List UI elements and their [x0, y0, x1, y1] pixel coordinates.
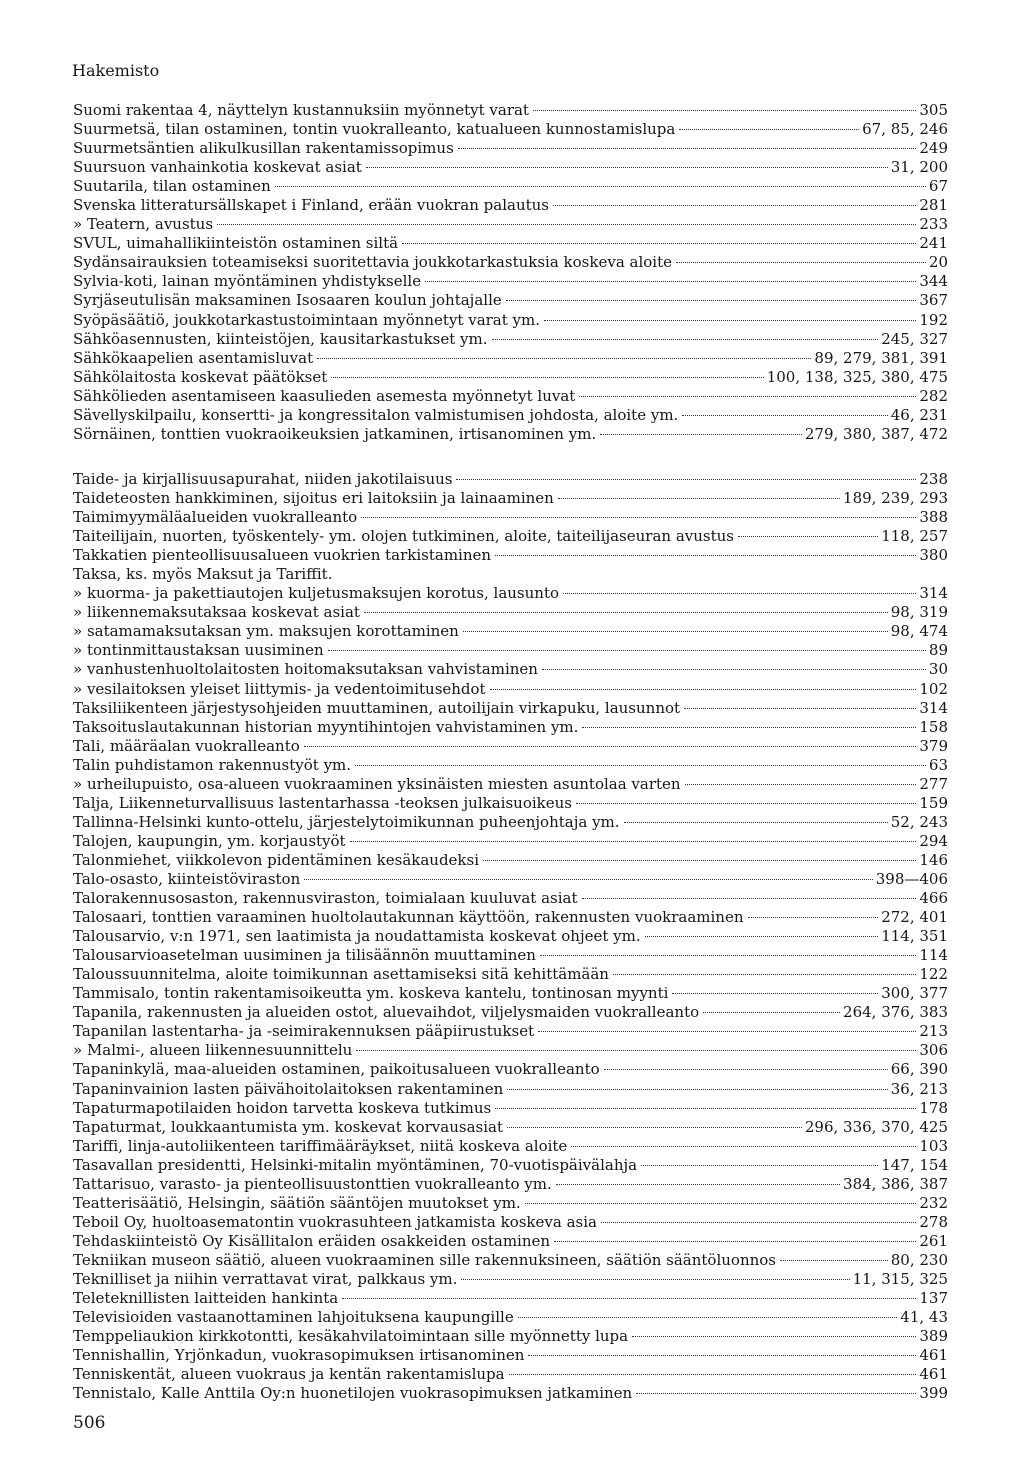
index-entry [73, 660, 948, 679]
dot-leader [748, 917, 879, 918]
index-entry-text: Tattarisuo, varasto- ja pienteollisuustonttien vuokralleanto ym. [73, 1174, 552, 1193]
index-entry-pages: 89 [928, 641, 948, 660]
dot-leader [217, 224, 916, 225]
index-entry-text: Tekniikan museon säätiö, alueen vuokraaminen sille rakennuksineen, säätiön sääntöluonnos [73, 1250, 777, 1269]
index-entry-pages: 272, 401 [881, 908, 948, 927]
index-entry [73, 1232, 948, 1251]
index-entry [73, 851, 948, 870]
index-entry [73, 984, 948, 1003]
index-entry-pages: 67, 85, 246 [862, 120, 948, 139]
index-entry [73, 1041, 948, 1060]
index-entry [73, 565, 948, 584]
index-entry-pages: 36, 213 [890, 1079, 948, 1098]
dot-leader [540, 955, 916, 956]
index-entry-pages: 278 [919, 1212, 948, 1231]
index-entry-text: Talousarvio, v:n 1971, sen laatimista ja noudattamista koskevat ohjeet ym. [73, 927, 641, 946]
index-entry-text: Talojen, kaupungin, ym. korjaustyöt [73, 831, 346, 850]
index-entry-text: Sähköasennusten, kiinteistöjen, kausitarkastukset ym. [73, 329, 488, 348]
index-entry [73, 387, 948, 406]
index-entry-text: Tennishallin, Yrjönkadun, vuokrasopimuksen irtisanominen [73, 1346, 525, 1365]
dot-leader [518, 1317, 898, 1318]
dot-leader [458, 148, 917, 149]
index-entry [73, 908, 948, 927]
dot-leader [342, 1298, 916, 1299]
index-entry [73, 1194, 948, 1213]
index-entry-pages: 146 [919, 850, 948, 869]
index-entry-text: Taloussuunnitelma, aloite toimikunnan asettamiseksi sitä kehittämään [73, 965, 609, 984]
index-entry-pages: 389 [919, 1327, 948, 1346]
index-entry [73, 1175, 948, 1194]
index-entry [73, 603, 948, 622]
index-entry-text: Sörnäinen, tonttien vuokraoikeuksien jatkaminen, irtisanominen ym. [73, 424, 597, 443]
index-entry-pages: 102 [919, 679, 948, 698]
index-entry-text: Teboil Oy, huoltoasematontin vuokrasuhteen jatkamista koskeva asia [73, 1212, 597, 1231]
index-entry [73, 330, 948, 349]
index-entry-text: Tehdaskiinteistö Oy Kisällitalon eräiden osakkeiden ostaminen [73, 1231, 551, 1250]
index-entry-text: Tapaturmapotilaiden hoidon tarvetta koskeva tutkimus [73, 1098, 492, 1117]
dot-leader [624, 822, 888, 823]
index-entry-pages: 461 [919, 1346, 948, 1365]
index-entry [73, 927, 948, 946]
index-entry-text: » satamamaksutaksan ym. maksujen korottaminen [73, 622, 459, 641]
index-entry-pages: 41, 43 [900, 1308, 948, 1327]
index-entry-pages: 11, 315, 325 [852, 1269, 948, 1288]
dot-leader [528, 1355, 916, 1356]
index-entry-pages: 296, 336, 370, 425 [804, 1117, 948, 1136]
dot-leader [355, 765, 926, 766]
index-entry [73, 1346, 948, 1365]
index-entry [73, 508, 948, 527]
index-entry [73, 832, 948, 851]
index-entry-pages: 189, 239, 293 [843, 489, 948, 508]
index-entry-text: Teatterisäätiö, Helsingin, säätiön sääntöjen muutokset ym. [73, 1193, 521, 1212]
index-entry-text: Tennistalo, Kalle Anttila Oy:n huonetilojen vuokrasopimuksen jatkaminen [73, 1384, 633, 1403]
dot-leader [317, 358, 811, 359]
index-entry [73, 470, 948, 489]
index-entry-text: Suutarila, tilan ostaminen [73, 177, 271, 196]
index-entry [73, 291, 948, 310]
dot-leader [538, 1031, 916, 1032]
index-entry-text: » urheilupuisto, osa-alueen vuokraaminen yksinäisten miesten asuntolaa varten [73, 774, 681, 793]
index-entry-pages: 367 [919, 291, 948, 310]
index-entry-pages: 314 [919, 698, 948, 717]
index-entry-pages: 103 [919, 1136, 948, 1155]
index-entry-text: Tapaninvainion lasten päivähoitolaitoksen rakentaminen [73, 1079, 504, 1098]
index-entry-text: Svenska litteratursällskapet i Finland, erään vuokran palautus [73, 196, 549, 215]
index-entry [73, 737, 948, 756]
index-entry [73, 311, 948, 330]
dot-leader [582, 898, 917, 899]
index-entry-pages: 388 [919, 508, 948, 527]
index-entry-text: Televisioiden vastaanottaminen lahjoituksena kaupungille [73, 1308, 514, 1327]
index-entry-pages: 63 [928, 755, 948, 774]
index-entry-text: Tariffi, linja-autoliikenteen tariffimääräykset, niitä koskeva aloite [73, 1136, 568, 1155]
index-entry [73, 1156, 948, 1175]
index-entry-pages: 192 [919, 310, 948, 329]
index-entry-pages: 241 [919, 234, 948, 253]
dot-leader [350, 841, 917, 842]
index-entry [73, 158, 948, 177]
index-entry-text: Talin puhdistamon rakennustyöt ym. [73, 755, 352, 774]
index-entry-pages: 46, 231 [890, 405, 948, 424]
index-entry [73, 1022, 948, 1041]
index-entry [73, 813, 948, 832]
dot-leader [579, 396, 916, 397]
index-entry [73, 272, 948, 291]
index-entry-pages: 122 [919, 965, 948, 984]
dot-leader [506, 300, 917, 301]
dot-leader [636, 1393, 916, 1394]
index-entry-pages: 30 [928, 660, 948, 679]
index-entry-pages: 398—406 [875, 869, 948, 888]
index-entry-pages: 249 [919, 139, 948, 158]
index-entry-text: Taksa, ks. myös Maksut ja Tariffit. [73, 565, 333, 584]
index-entry-pages: 98, 474 [890, 622, 948, 641]
index-entry-pages: 238 [919, 470, 948, 488]
index-entry [73, 527, 948, 546]
index-entry [73, 349, 948, 368]
index-entry [73, 622, 948, 641]
dot-leader [558, 498, 840, 499]
index-entry [73, 1060, 948, 1079]
dot-leader [601, 1222, 916, 1223]
index-entry-pages: 399 [919, 1384, 948, 1403]
index-entry-text: Suurmetsäntien alikulkusillan rakentamissopimus [73, 139, 454, 158]
dot-leader [509, 1374, 917, 1375]
index-entry-pages: 233 [919, 215, 948, 234]
index-entry-pages: 52, 243 [890, 812, 948, 831]
index-entry [73, 196, 948, 215]
index-entry-pages: 294 [919, 831, 948, 850]
index-entry-text: Talorakennusosaston, rakennusviraston, toimialaan kuuluvat asiat [73, 889, 578, 908]
dot-leader [456, 479, 916, 480]
index-entry [73, 699, 948, 718]
dot-leader [571, 1146, 916, 1147]
index-entry [73, 1003, 948, 1022]
index-entry-text: Sähkölieden asentamiseen kaasulieden asemesta myönnetyt luvat [73, 386, 576, 405]
dot-leader [507, 1089, 887, 1090]
index-entry-pages: 137 [919, 1289, 948, 1308]
index-entry-pages: 213 [919, 1022, 948, 1041]
index-entry-text: Sydänsairauksien toteamiseksi suoritettavia joukkotarkastuksia koskeva aloite [73, 253, 673, 272]
index-entry-text: » kuorma- ja pakettiautojen kuljetusmaksujen korotus, lausunto [73, 584, 559, 603]
index-entry-pages: 344 [919, 272, 948, 291]
index-section-t [73, 470, 948, 1403]
index-entry-text: Talja, Liikenneturvallisuus lastentarhassa -teoksen julkaisuoikeus [73, 793, 572, 812]
dot-leader [364, 612, 888, 613]
index-entry-text: » Malmi-, alueen liikennesuunnittelu [73, 1041, 353, 1060]
index-entry [73, 489, 948, 508]
index-entry-text: Temppeliaukion kirkkotontti, kesäkahvilatoimintaan sille myönnetty lupa [73, 1327, 629, 1346]
index-entry-text: Tapanilan lastentarha- ja -seimirakennuksen pääpiirustukset [73, 1022, 535, 1041]
index-entry [73, 1251, 948, 1270]
index-entry-pages: 314 [919, 584, 948, 603]
index-entry-text: Tenniskentät, alueen vuokraus ja kentän rakentamislupa [73, 1365, 505, 1384]
index-entry-text: Talosaari, tonttien varaaminen huoltolautakunnan käyttöön, rakennusten vuokraaminen [73, 908, 744, 927]
dot-leader [361, 517, 916, 518]
index-entry [73, 215, 948, 234]
index-entry [73, 177, 948, 196]
index-entry [73, 718, 948, 737]
dot-leader [495, 555, 916, 556]
dot-leader [492, 339, 879, 340]
index-entry [73, 870, 948, 889]
index-entry-pages: 277 [919, 774, 948, 793]
index-entry-pages: 261 [919, 1231, 948, 1250]
index-entry [73, 641, 948, 660]
index-entry [73, 120, 948, 139]
index-entry [73, 1213, 948, 1232]
dot-leader [563, 593, 916, 594]
dot-leader [525, 1203, 917, 1204]
dot-leader [780, 1260, 888, 1261]
index-entry-pages: 384, 386, 387 [843, 1174, 948, 1193]
index-entry [73, 101, 948, 120]
index-entry-text: Takkatien pienteollisuusalueen vuokrien tarkistaminen [73, 546, 492, 565]
index-entry-text: Syöpäsäätiö, joukkotarkastustoimintaan myönnetyt varat ym. [73, 310, 541, 329]
index-entry [73, 584, 948, 603]
dot-leader [366, 167, 888, 168]
index-entry-pages: 89, 279, 381, 391 [814, 348, 948, 367]
index-entry-text: Taksoituslautakunnan historian myyntihintojen vahvistaminen ym. [73, 717, 579, 736]
dot-leader [604, 1069, 888, 1070]
index-entry-pages: 159 [919, 793, 948, 812]
index-entry-pages: 379 [919, 736, 948, 755]
index-entry-text: Tasavallan presidentti, Helsinki-mitalin myöntäminen, 70-vuotispäivälahja [73, 1155, 638, 1174]
dot-leader [600, 434, 802, 435]
index-entry [73, 1270, 948, 1289]
index-entry-text: Talousarvioasetelman uusiminen ja tilisäännön muuttaminen [73, 946, 536, 965]
index-entry-text: Taiteilijain, nuorten, työskentely- ym. olojen tutkiminen, aloite, taiteilijaseuran avustus [73, 527, 734, 546]
dot-leader [461, 1279, 849, 1280]
dot-leader [738, 536, 878, 537]
index-entry-pages: 147, 154 [881, 1155, 948, 1174]
index-entry [73, 1327, 948, 1346]
index-entry-pages: 264, 376, 383 [843, 1003, 948, 1022]
index-entry [73, 1099, 948, 1118]
index-entry-pages: 98, 319 [890, 603, 948, 622]
dot-leader [331, 377, 763, 378]
index-entry-pages: 114 [919, 946, 948, 965]
dot-leader [556, 1184, 840, 1185]
index-entry-text: » tontinmittaustaksan uusiminen [73, 641, 324, 660]
dot-leader [553, 205, 916, 206]
index-entry-text: Tali, määräalan vuokralleanto [73, 736, 300, 755]
dot-leader [483, 860, 916, 861]
index-section-s [73, 101, 948, 444]
index-entry [73, 946, 948, 965]
index-entry [73, 1365, 948, 1384]
index-entry [73, 965, 948, 984]
index-entry [73, 368, 948, 387]
page-header: Hakemisto [72, 61, 160, 80]
index-entry-pages: 305 [919, 101, 948, 119]
index-entry-pages: 466 [919, 889, 948, 908]
index-entry-text: Talo-osasto, kiinteistöviraston [73, 869, 301, 888]
index-entry [73, 1289, 948, 1308]
index-entry-pages: 300, 377 [881, 984, 948, 1003]
dot-leader [582, 727, 916, 728]
dot-leader [402, 243, 916, 244]
index-entry-text: Sävellyskilpailu, konsertti- ja kongressitalon valmistumisen johdosta, aloite ym. [73, 405, 679, 424]
index-entry-text: » liikennemaksutaksaa koskevat asiat [73, 603, 360, 622]
dot-leader [684, 708, 916, 709]
dot-leader [544, 320, 916, 321]
index-entry [73, 1118, 948, 1137]
dot-leader [679, 129, 859, 130]
index-entry-text: Suomi rakentaa 4, näyttelyn kustannuksiin myönnetyt varat [73, 101, 529, 119]
index-entry-pages: 232 [919, 1193, 948, 1212]
dot-leader [507, 1127, 802, 1128]
index-entry [73, 139, 948, 158]
index-entry-text: Suurmetsä, tilan ostaminen, tontin vuokralleanto, katualueen kunnostamislupa [73, 120, 676, 139]
index-entry [73, 546, 948, 565]
dot-leader [554, 1241, 916, 1242]
index-entry-pages: 100, 138, 325, 380, 475 [766, 367, 948, 386]
dot-leader [328, 650, 926, 651]
index-entry-text: Taimimyymäläalueiden vuokralleanto [73, 508, 358, 527]
index-entry-pages: 31, 200 [890, 158, 948, 177]
dot-leader [356, 1050, 916, 1051]
index-entry-text: Tapaninkylä, maa-alueiden ostaminen, paikoitusalueen vuokralleanto [73, 1060, 600, 1079]
index-entry-text: Syrjäseutulisän maksaminen Isosaaren koulun johtajalle [73, 291, 502, 310]
index-entry [73, 406, 948, 425]
page-number: 506 [73, 1413, 106, 1433]
index-entry-pages: 245, 327 [881, 329, 948, 348]
dot-leader [490, 689, 917, 690]
dot-leader [641, 1165, 878, 1166]
index-entry [73, 1137, 948, 1156]
index-entry-pages: 114, 351 [881, 927, 948, 946]
index-entry-text: Tapaturmat, loukkaantumista ym. koskevat korvausasiat [73, 1117, 503, 1136]
index-entry [73, 794, 948, 813]
index-entry-text: Taideteosten hankkiminen, sijoitus eri laitoksiin ja lainaaminen [73, 489, 554, 508]
index-entry-text: Suursuon vanhainkotia koskevat asiat [73, 158, 362, 177]
index-entry-pages: 118, 257 [881, 527, 948, 546]
index-entry-text: Tapanila, rakennusten ja alueiden ostot, aluevaihdot, viljelysmaiden vuokralleanto [73, 1003, 700, 1022]
dot-leader [495, 1108, 916, 1109]
index-entry-pages: 281 [919, 196, 948, 215]
dot-leader [576, 803, 916, 804]
index-entry-pages: 279, 380, 387, 472 [804, 424, 948, 443]
index-entry-pages: 282 [919, 386, 948, 405]
index-entry-pages: 178 [919, 1098, 948, 1117]
index-entry-text: Talonmiehet, viikkolevon pidentäminen kesäkaudeksi [73, 850, 480, 869]
index-entry-text: SVUL, uimahallikiinteistön ostaminen siltä [73, 234, 399, 253]
index-entry-text: Teleteknillisten laitteiden hankinta [73, 1289, 339, 1308]
index-entry [73, 680, 948, 699]
index-entry-pages: 461 [919, 1365, 948, 1384]
dot-leader [645, 936, 879, 937]
index-entry [73, 425, 948, 444]
dot-leader [676, 262, 926, 263]
index-entry-text: » Teatern, avustus [73, 215, 214, 234]
index-entry-pages: 306 [919, 1041, 948, 1060]
index-entry-pages: 67 [928, 177, 948, 196]
index-entry-text: » vanhustenhuoltolaitosten hoitomaksutaksan vahvistaminen [73, 660, 538, 679]
index-entry-pages: 380 [919, 546, 948, 565]
dot-leader [542, 669, 926, 670]
index-entry-text: Taide- ja kirjallisuusapurahat, niiden jakotilaisuus [73, 470, 453, 488]
index-entry-text: Tallinna-Helsinki kunto-ottelu, järjestelytoimikunnan puheenjohtaja ym. [73, 812, 620, 831]
index-entry [73, 253, 948, 272]
dot-leader [613, 974, 916, 975]
dot-leader [533, 110, 916, 111]
dot-leader [682, 415, 887, 416]
index-entry [73, 756, 948, 775]
dot-leader [275, 186, 926, 187]
dot-leader [703, 1012, 840, 1013]
index-entry-text: » vesilaitoksen yleiset liittymis- ja vedentoimitusehdot [73, 679, 486, 698]
index-entry-text: Teknilliset ja niihin verrattavat virat, palkkaus ym. [73, 1269, 458, 1288]
index-entry-pages: 80, 230 [890, 1250, 948, 1269]
index-entry [73, 1384, 948, 1403]
dot-leader [463, 631, 888, 632]
dot-leader [685, 784, 917, 785]
index-entry-text: Sähkökaapelien asentamisluvat [73, 348, 314, 367]
index-entry-text: Sylvia-koti, lainan myöntäminen yhdistykselle [73, 272, 422, 291]
index-entry-pages: 20 [928, 253, 948, 272]
index-entry-pages: 158 [919, 717, 948, 736]
index-entry-text: Tammisalo, tontin rakentamisoikeutta ym. koskeva kantelu, tontinosan myynti [73, 984, 669, 1003]
dot-leader [304, 746, 917, 747]
index-entry [73, 234, 948, 253]
dot-leader [425, 281, 916, 282]
index-entry [73, 889, 948, 908]
index-entry-text: Taksiliikenteen järjestysohjeiden muuttaminen, autoilijain virkapuku, lausunnot [73, 698, 681, 717]
index-entry [73, 775, 948, 794]
dot-leader [304, 879, 872, 880]
index-entry [73, 1308, 948, 1327]
index-entry-text: Sähkölaitosta koskevat päätökset [73, 367, 328, 386]
index-entry-pages: 66, 390 [890, 1060, 948, 1079]
dot-leader [632, 1336, 916, 1337]
index-entry [73, 1080, 948, 1099]
dot-leader [672, 993, 878, 994]
